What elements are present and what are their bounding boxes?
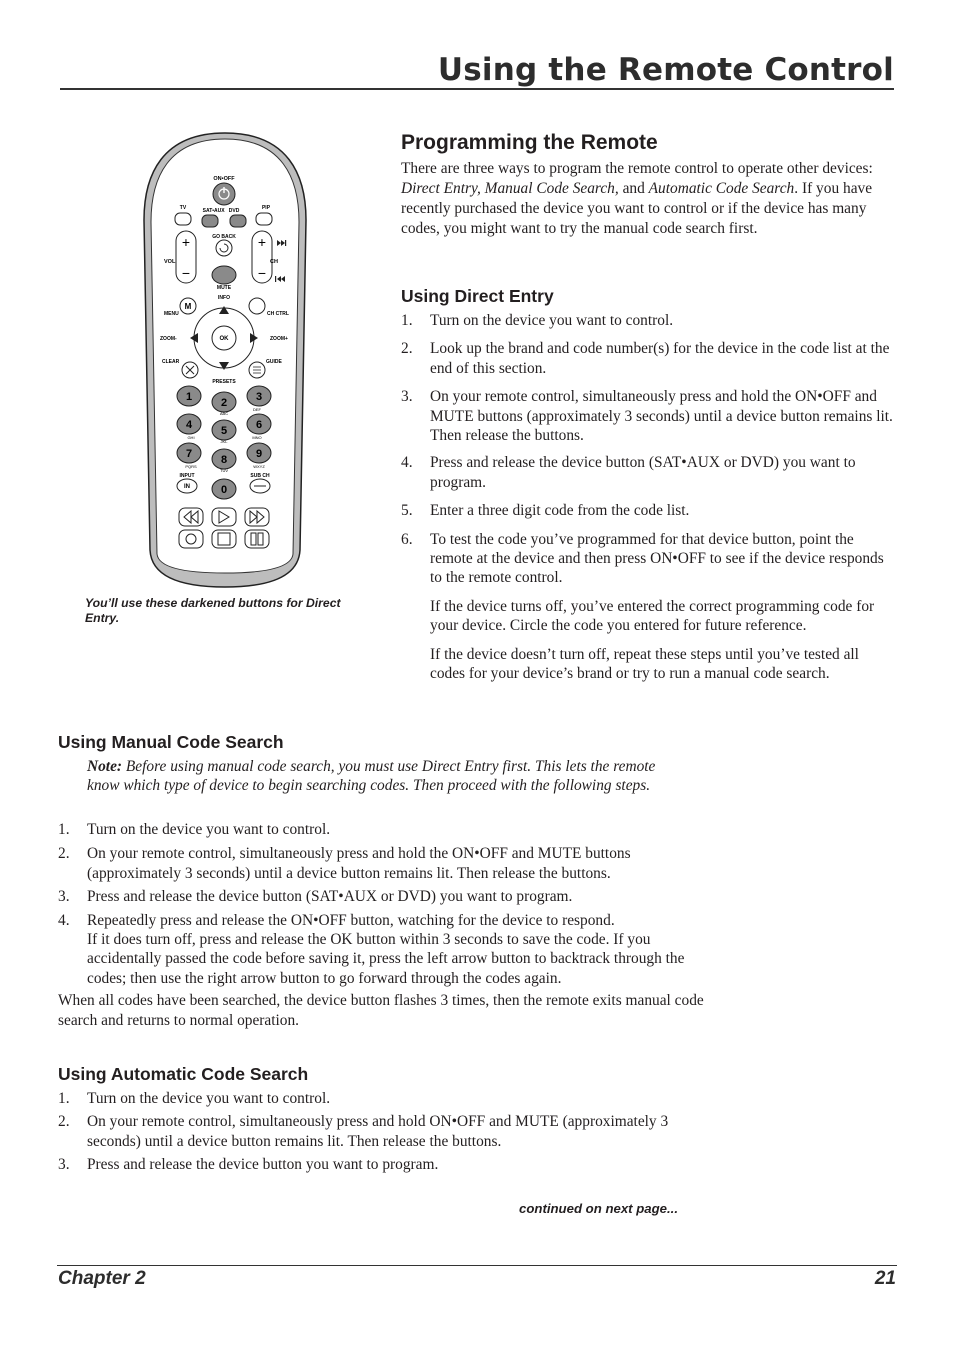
auto-search-title: Using Automatic Code Search xyxy=(58,1064,309,1084)
programming-intro: There are three ways to program the remote control to operate other devices: Direct Entry, Manual Code Search, and Automatic Code Search. If you have recently purchased the device you want to control or if the device has many codes, you might want to try the manual code search first. xyxy=(401,160,873,237)
footer-chapter: Chapter 2 xyxy=(58,1268,146,1289)
manual-search-closing: When all codes have been searched, the device button flashes 3 times, then the remote exits manual code search and returns to normal operation. xyxy=(58,992,704,1029)
mute-button xyxy=(212,266,236,284)
letters-jkl: JKL xyxy=(220,439,228,444)
zoom-plus-label: ZOOM+ xyxy=(270,336,288,342)
zoom-minus-label: ZOOM- xyxy=(160,336,177,342)
letters-ghi: GHI xyxy=(187,435,195,440)
go-back-label: GO BACK xyxy=(212,234,236,240)
manual-search-steps xyxy=(58,820,723,988)
list-item: 2. Look up the brand and code number(s) for the device in the code list at the end of this section. xyxy=(401,340,890,377)
header-rule xyxy=(60,88,894,90)
guide-label: GUIDE xyxy=(266,359,282,365)
tv-button xyxy=(175,213,191,225)
programming-title: Programming the Remote xyxy=(401,131,658,154)
auto-search-steps xyxy=(58,1089,698,1175)
ch-ctrl-label: CH CTRL xyxy=(267,311,289,317)
on-off-label: ON•OFF xyxy=(213,176,235,182)
ch-label: CH xyxy=(270,259,278,265)
list-item: 5. Enter a three digit code from the code list. xyxy=(401,502,690,520)
play-button xyxy=(212,508,236,526)
ok-label: OK xyxy=(219,336,229,342)
remote-caption: You’ll use these darkened buttons for Direct Entry. xyxy=(85,596,341,625)
letters-pqrs: PQRS xyxy=(185,464,197,469)
ch-plus-symbol: + xyxy=(257,234,267,250)
letters-tuv: TUV xyxy=(220,468,228,473)
digit-9: 9 xyxy=(255,448,263,460)
sat-aux-dvd-label: SAT•AUX DVD xyxy=(202,208,240,214)
presets-label: PRESETS xyxy=(212,379,236,385)
tv-label: TV xyxy=(179,205,187,211)
digit-3: 3 xyxy=(255,391,263,403)
clear-label: CLEAR xyxy=(162,359,180,365)
list-item: 1. Turn on the device you want to control. xyxy=(58,1090,331,1107)
continued-note: continued on next page... xyxy=(519,1201,678,1216)
letters-wxyz: WXYZ xyxy=(253,464,265,469)
ch-ctrl-button xyxy=(249,298,265,314)
list-item: 4. Repeatedly press and release the ON•OFF button, watching for the device to respond. If it does turn off, press and release the OK button within 3 seconds to save the code. If you accidentally passed the code before saving it, press the left arrow button to backtrack through the codes; then use the right arrow button to go forward through the codes again. xyxy=(58,911,685,987)
sat-aux-button xyxy=(202,215,218,227)
result-note-off: If the device turns off, you’ve entered the correct programming code for your device. Circle the code you entered for future reference. xyxy=(430,597,875,635)
list-item: 1. Turn on the device you want to control. xyxy=(401,312,674,329)
list-item: 2. On your remote control, simultaneously press and hold ON•OFF and MUTE (approximately 3 seconds) until a device button remains lit. Then release the buttons. xyxy=(58,1113,669,1150)
on-off-button xyxy=(213,183,235,205)
pause-button xyxy=(245,530,269,548)
digit-5: 5 xyxy=(220,425,228,437)
list-item: 3. Press and release the device button (SAT•AUX or DVD) you want to program. xyxy=(58,888,573,906)
list-item: 3. On your remote control, simultaneously press and hold the ON•OFF and MUTE buttons (approximately 3 seconds) until a device button remains lit. Then release the buttons. xyxy=(401,388,893,445)
pip-label: PIP xyxy=(261,205,271,211)
info-label: INFO xyxy=(218,295,230,301)
vol-plus-symbol: + xyxy=(181,234,191,250)
input-label: INPUT xyxy=(179,473,195,479)
pip-button xyxy=(256,213,272,225)
digit-4: 4 xyxy=(185,419,193,431)
direct-entry-steps xyxy=(401,311,896,684)
remote-svg xyxy=(140,130,310,590)
digit-1: 1 xyxy=(185,391,193,403)
vol-minus-symbol: − xyxy=(181,265,191,281)
menu-m-glyph: M xyxy=(184,302,192,311)
manual-search-note: Note: Before using manual code search, you must use Direct Entry first. This lets the remote know which type of device to begin searching codes. Then proceed with the following steps. xyxy=(87,758,656,795)
list-item: 1. Turn on the device you want to control. xyxy=(58,821,331,838)
list-item: 2. On your remote control, simultaneously press and hold the ON•OFF and MUTE buttons (approximately 3 seconds) until a device button remains lit. Then release the buttons. xyxy=(58,845,631,882)
result-note-not-off: If the device doesn’t turn off, repeat these steps until you’ve tested all codes for your device’s brand or try to run a manual code search. xyxy=(430,645,859,683)
record-button xyxy=(179,530,203,548)
direct-entry-title: Using Direct Entry xyxy=(401,286,554,306)
page-title: Using the Remote Control xyxy=(437,52,894,88)
mute-label: MUTE xyxy=(216,285,232,291)
digit-6: 6 xyxy=(255,419,263,431)
letters-abc: ABC xyxy=(219,411,229,416)
letters-def: DEF xyxy=(253,407,261,412)
digit-0: 0 xyxy=(220,484,228,496)
manual-search-title: Using Manual Code Search xyxy=(58,732,284,752)
digit-7: 7 xyxy=(185,448,193,460)
list-item: 4. Press and release the device button (SAT•AUX or DVD) you want to program. xyxy=(401,454,856,491)
letters-mno: MNO xyxy=(252,435,262,440)
menu-label: MENU xyxy=(164,311,179,317)
digit-2: 2 xyxy=(220,397,228,409)
vol-label: VOL xyxy=(164,259,176,265)
remote-illustration xyxy=(140,130,310,590)
ch-minus-symbol: − xyxy=(257,265,267,281)
footer-rule xyxy=(57,1265,897,1266)
footer-page-number: 21 xyxy=(874,1268,896,1289)
in-label: IN xyxy=(184,484,190,490)
list-item: 6. To test the code you’ve programmed for that device button, point the remote at the device and then press ON•OFF to see if the device responds to the remote control. xyxy=(401,530,884,587)
go-back-button xyxy=(216,240,232,256)
sub-ch-label: SUB CH xyxy=(250,473,270,479)
digit-8: 8 xyxy=(220,454,228,466)
dvd-button xyxy=(230,215,246,227)
list-item: 3. Press and release the device button you want to program. xyxy=(58,1156,439,1174)
